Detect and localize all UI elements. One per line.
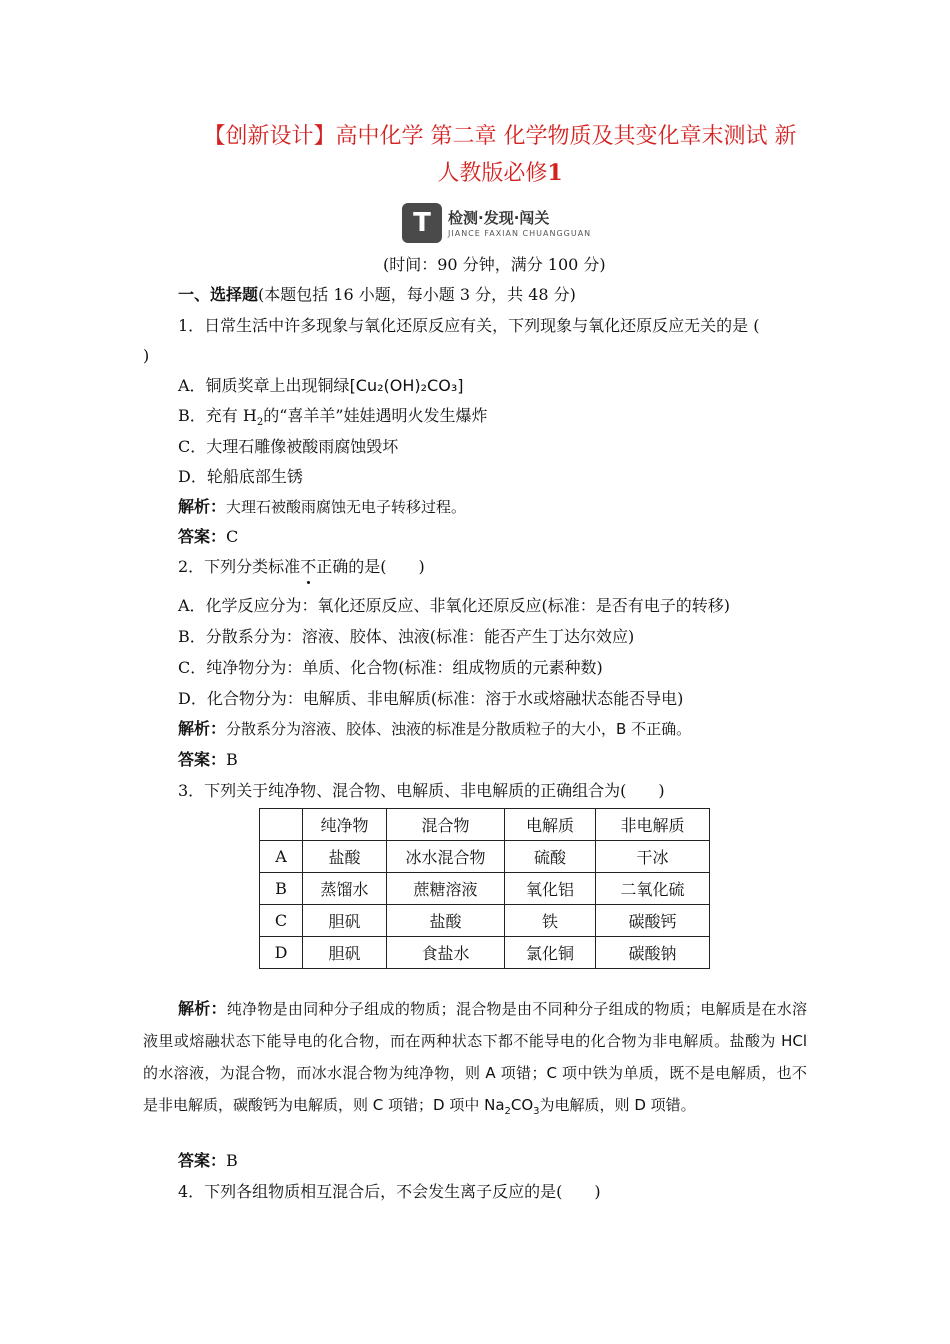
table-row [260,937,710,969]
table-cell: 盐酸 [303,841,387,873]
document-title-line2 [190,155,810,192]
table-header-row [260,809,710,841]
badge-subtitle: JIANCE FAXIAN CHUANGGUAN [448,229,592,238]
title-text: 人教版必修 [437,161,548,186]
q2-answer-label: 答案： [178,750,227,769]
q3-answer [178,1150,238,1172]
table-cell: C [260,905,303,937]
q1-explain-text: 大理石被酸雨腐蚀无电子转移过程。 [226,498,467,516]
q1-option-b-suffix: 的“喜羊羊”娃娃遇明火发生爆炸 [263,406,488,425]
table-cell: 冰水混合物 [387,841,505,873]
q1-stem-end: ) [143,346,150,365]
table-cell: 硫酸 [505,841,596,873]
q1-answer-label: 答案： [178,527,227,546]
q3-stem: 3．下列关于纯净物、混合物、电解质、非电解质的正确组合为( ) [178,781,665,800]
table-row [260,905,710,937]
q3-answer-label: 答案： [178,1151,227,1170]
table-cell: 碳酸钙 [596,905,710,937]
table-cell: 氧化铝 [505,873,596,905]
table-cell: 盐酸 [387,905,505,937]
q4-stem: 4．下列各组物质相互混合后，不会发生离子反应的是( ) [178,1182,601,1201]
q3-explanation [143,993,807,1128]
q2-explain-text: 分散系分为溶液、胶体、浊液的标准是分散质粒子的大小，B 不正确。 [226,720,692,738]
table-cell: 蔗糖溶液 [387,873,505,905]
q2-option-c: C．纯净物分为：单质、化合物(标准：组成物质的元素种数) [178,658,603,677]
q3-explain-label: 解析： [178,999,227,1018]
table-cell: 胆矾 [303,905,387,937]
q1-option-b-sub: 2 [256,417,264,429]
q1-option-a-text: A．铜质奖章上出现铜绿 [178,376,350,395]
q1-option-a [178,375,463,397]
table-cell: 铁 [505,905,596,937]
table-header-cell: 混合物 [387,809,505,841]
q3-explain-sub2: 3 [533,1106,540,1117]
q2-option-d: D．化合物分为：电解质、非电解质(标准：溶于水或熔融状态能否导电) [178,689,684,708]
table-cell: A [260,841,303,873]
q3-options-table [259,808,710,969]
table-header-cell: 纯净物 [303,809,387,841]
q2-stem-a: 2．下列分类标准 [178,557,301,576]
badge-title: 检测·发现·闯关 [448,209,550,227]
document-title-line1: 【创新设计】高中化学 第二章 化学物质及其变化章末测试 新 [203,124,797,149]
q3-explain-sub1: 2 [504,1106,511,1117]
q3-answer-value: B [226,1151,238,1170]
q2-answer-value: B [226,750,238,769]
q1-stem: 1．日常生活中许多现象与氧化还原反应有关，下列现象与氧化还原反应无关的是 ( [178,316,760,335]
table-cell: 氯化铜 [505,937,596,969]
section-desc: (本题包括 16 小题，每小题 3 分，共 48 分) [258,285,576,304]
q1-answer-value: C [226,527,239,546]
table-cell: D [260,937,303,969]
q3-explain-text-1: 纯净物是由同种分子组成的物质；混合物是由不同种分子组成的物质；电解质是在水溶液里或熔融状态下能导电的化合物，而在两种状态下都不能导电的化合物为非电解质。盐酸为 HCl 的水溶液，为混合物，而冰水混合物为纯净物，则 A 项错；C 项中铁为单质，既不是电解质，也不是非电解质，碳酸钙为电解质，则 C 项错；D 项中 Na [143,1000,807,1114]
section-title: 一、选择题 [178,285,259,304]
table-cell: 蒸馏水 [303,873,387,905]
section-badge [402,203,592,247]
q1-option-a-formula: [Cu₂(OH)₂CO₃] [349,376,464,395]
q1-explanation [178,496,466,518]
q3-explain-text-2: 为电解质，则 D 项错。 [539,1096,696,1114]
q2-option-a: A．化学反应分为：氧化还原反应、非氧化还原反应(标准：是否有电子的转移) [178,596,731,615]
q1-answer [178,526,238,548]
q2-explanation [178,718,691,740]
section-heading [178,284,576,306]
table-cell: 食盐水 [387,937,505,969]
table-row [260,841,710,873]
q1-explain-label: 解析： [178,497,227,516]
q3-explain-mid: CO [510,1096,534,1114]
q1-option-d: D．轮船底部生锈 [178,467,303,486]
table-cell: B [260,873,303,905]
q1-option-c: C．大理石雕像被酸雨腐蚀毁坏 [178,437,399,456]
q2-stem [178,556,425,578]
q1-option-b [178,405,488,434]
table-cell: 干冰 [596,841,710,873]
table-row [260,873,710,905]
table-header-cell: 非电解质 [596,809,710,841]
table-header-cell: 电解质 [505,809,596,841]
table-cell: 二氧化硫 [596,873,710,905]
table-cell: 碳酸钠 [596,937,710,969]
q2-stem-b: 正确的是( ) [316,557,425,576]
time-note: (时间：90 分钟，满分 100 分) [383,255,606,274]
q2-explain-label: 解析： [178,719,227,738]
title-number: 1 [547,160,563,186]
q2-stem-emphasis: 不 [300,557,317,576]
q2-answer [178,749,238,771]
q1-option-b-prefix: B．充有 H [178,406,257,425]
test-logo-icon: T [402,203,442,243]
q2-option-b: B．分散系分为：溶液、胶体、浊液(标准：能否产生丁达尔效应) [178,627,635,646]
table-header-cell [260,809,303,841]
table-cell: 胆矾 [303,937,387,969]
